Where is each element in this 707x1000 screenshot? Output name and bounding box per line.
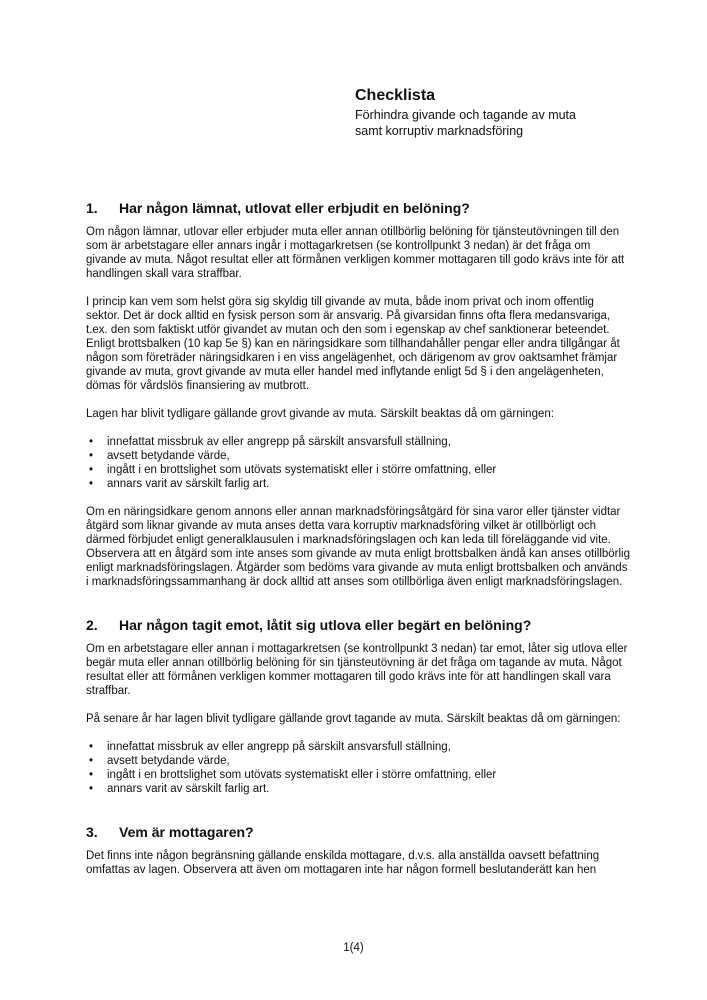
document-body bbox=[86, 200, 631, 891]
bullet-item bbox=[86, 463, 631, 477]
bullet-item bbox=[86, 477, 631, 491]
bullet-text: innefattat missbruk av eller angrepp på särskilt ansvarsfull ställning, bbox=[107, 741, 451, 753]
bullet-icon bbox=[86, 477, 107, 491]
section-1-paragraph-3: Lagen har blivit tydligare gällande grovt givande av muta. Särskilt beaktas då om gärningen: bbox=[86, 408, 554, 420]
section-1-number: 1. bbox=[86, 200, 98, 216]
title-block bbox=[355, 86, 635, 139]
bullet-item bbox=[86, 768, 631, 782]
section-2-heading bbox=[86, 617, 631, 634]
bullet-text: avsett betydande värde, bbox=[107, 755, 230, 767]
bullet-text: innefattat missbruk av eller angrepp på särskilt ansvarsfull ställning, bbox=[107, 436, 451, 448]
bullet-item bbox=[86, 449, 631, 463]
section-2-heading-text: Har någon tagit emot, låtit sig utlova eller begärt en belöning? bbox=[119, 617, 532, 633]
bullet-item bbox=[86, 782, 631, 796]
section-1-heading bbox=[86, 200, 631, 217]
bullet-icon bbox=[86, 768, 107, 782]
bullet-icon bbox=[86, 435, 107, 449]
document-subtitle-line-2: samt korruptiv marknadsföring bbox=[355, 124, 524, 138]
bullet-text: ingått i en brottslighet som utövats systematiskt eller i större omfattning, eller bbox=[107, 464, 497, 476]
bullet-icon bbox=[86, 782, 107, 796]
bullet-icon bbox=[86, 740, 107, 754]
bullet-text: ingått i en brottslighet som utövats systematiskt eller i större omfattning, eller bbox=[107, 769, 497, 781]
document-subtitle-line-1: Förhindra givande och tagande av muta bbox=[355, 108, 576, 122]
section-2-paragraph-2: På senare år har lagen blivit tydligare gällande grovt tagande av muta. Särskilt beaktas då om gärningen: bbox=[86, 713, 621, 725]
section-3-heading bbox=[86, 824, 631, 841]
bullet-text: annars varit av särskilt farlig art. bbox=[107, 478, 270, 490]
section-3-heading-text: Vem är mottagaren? bbox=[119, 824, 254, 840]
bullet-icon bbox=[86, 449, 107, 463]
section-1-paragraph-2: I princip kan vem som helst göra sig skyldig till givande av muta, både inom privat och inom offentlig sektor. Det är dock alltid en fysisk person som är ansvarig. På givarsidan finns ofta flera medansvariga, t.ex. den som faktiskt utför givandet av mutan och den som i egenskap av chef sanktionerar beteendet. Enligt brottsbalken (10 kap 5e §) kan en näringsidkare som tillhandahåller pengar eller andra tillgångar åt någon som företräder näringsidkaren i en viss angelägenhet, och därigenom av grov oaktsamhet främjar givande av muta, grovt givande av muta eller handel med inflytande enligt 5d § i den angelägenheten, dömas för vårdslös finansiering av mutbrott. bbox=[86, 296, 620, 392]
bullet-icon bbox=[86, 754, 107, 768]
bullet-item bbox=[86, 740, 631, 754]
page-footer bbox=[0, 942, 707, 954]
section-1-bullet-list bbox=[86, 435, 631, 491]
section-2-paragraph-1: Om en arbetstagare eller annan i mottagarkretsen (se kontrollpunkt 3 nedan) tar emot, låter sig utlova eller begär muta eller annan otillbörlig belöning för sin tjänsteutövning är det fråga om tagande av muta. Något resultat eller att förmånen verkligen kommer mottagaren till godo krävs inte för att handlingen skall vara straffbar. bbox=[86, 643, 628, 697]
section-2-number: 2. bbox=[86, 617, 98, 633]
page-number: 1(4) bbox=[343, 942, 364, 954]
bullet-item bbox=[86, 435, 631, 449]
bullet-icon bbox=[86, 463, 107, 477]
section-3-number: 3. bbox=[86, 824, 98, 840]
section-2-bullet-list bbox=[86, 740, 631, 796]
section-1-paragraph-4: Om en näringsidkare genom annons eller annan marknadsföringsåtgärd för sina varor eller tjänster vidtar åtgärd som liknar givande av muta anses detta vara korruptiv marknadsföring vilket är otillbörligt och därmed förbjudet enligt generalklausulen i marknadsföringslagen och kan leda till föreläggande vid vite. Observera att en åtgärd som inte anses som givande av muta enligt brottsbalken ändå kan anses otillbörlig enligt marknadsföringslagen. Åtgärder som bedöms vara givande av muta enligt brottsbalken och används i marknadsföringssammanhang är dock alltid att anses som otillbörliga även enligt marknadsföringslagen. bbox=[86, 506, 631, 588]
section-1-paragraph-1: Om någon lämnar, utlovar eller erbjuder muta eller annan otillbörlig belöning för tjänsteutövningen till den som är arbetstagare eller annars ingår i mottagarkretsen (se kontrollpunkt 3 nedan) är det fråga om givande av muta. Något resultat eller att förmånen verkligen kommer mottagaren till godo krävs inte för att handlingen skall vara straffbar. bbox=[86, 226, 625, 280]
document-title: Checklista bbox=[355, 87, 436, 104]
section-3-paragraph-1: Det finns inte någon begränsning gällande enskilda mottagare, d.v.s. alla anställda oavsett befattning omfattas av lagen. Observera att även om mottagaren inte har någon formell beslutanderätt kan hen bbox=[86, 850, 600, 876]
section-1-heading-text: Har någon lämnat, utlovat eller erbjudit en belöning? bbox=[119, 200, 470, 216]
bullet-text: avsett betydande värde, bbox=[107, 450, 230, 462]
bullet-text: annars varit av särskilt farlig art. bbox=[107, 783, 270, 795]
bullet-item bbox=[86, 754, 631, 768]
